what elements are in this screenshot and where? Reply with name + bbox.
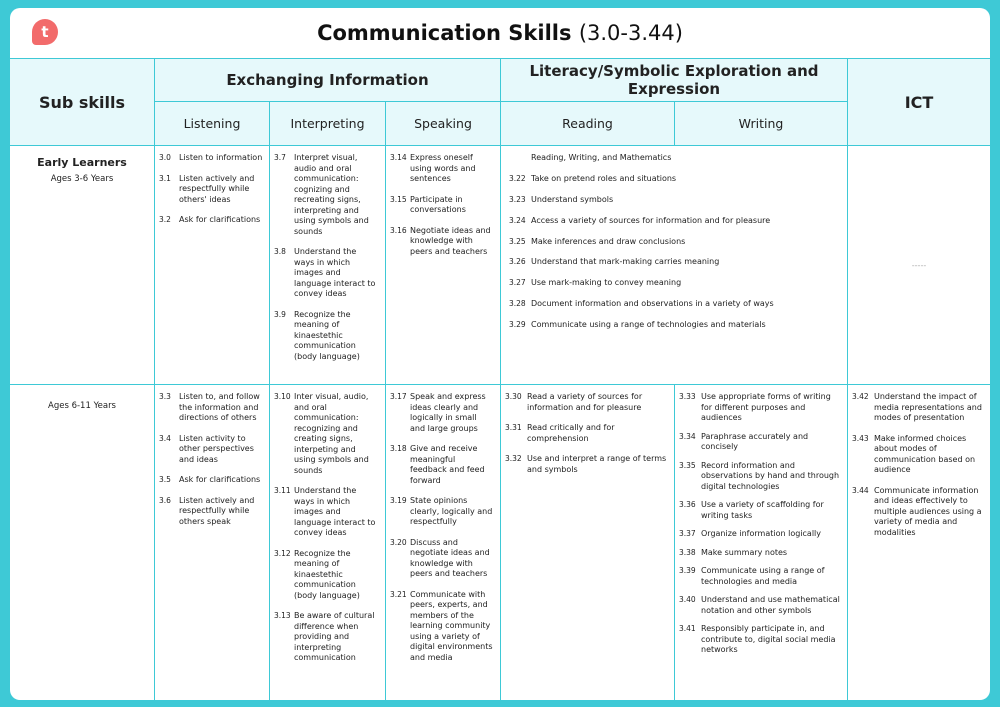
list-item — [390, 590, 494, 664]
item-number: 3.31 — [505, 423, 522, 432]
early-interpreting-cell — [270, 146, 386, 385]
item-text: Paraphrase accurately and concisely — [701, 431, 809, 451]
item-number: 3.27 — [509, 278, 526, 288]
item-number: 3.11 — [274, 486, 291, 495]
header-sub-skills: Sub skills — [10, 58, 155, 146]
item-number: 3.40 — [679, 595, 696, 604]
list-item — [509, 237, 841, 248]
item-text: Speak and express ideas clearly and logically in small and large groups — [410, 392, 486, 433]
item-text: Make inferences and draw conclusions — [531, 236, 686, 246]
list-item — [159, 174, 263, 206]
list-item — [274, 486, 379, 539]
item-text: Understand the impact of media representations and modes of presentation — [874, 392, 982, 422]
list-item — [390, 444, 494, 486]
header-exchanging-information: Exchanging Information — [155, 58, 501, 102]
header-writing: Writing — [675, 102, 848, 146]
item-text: Recognize the meaning of kinaestethic communication (body language) — [294, 548, 360, 600]
item-text: Listen to information — [179, 153, 263, 162]
item-text: Understand and use mathematical notation and other symbols — [701, 595, 840, 615]
older-interpreting-cell — [270, 385, 386, 700]
item-text: Access a variety of sources for information and for pleasure — [531, 215, 771, 225]
early-literacy-cell — [501, 146, 848, 385]
item-number: 3.12 — [274, 548, 291, 558]
item-text: Read a variety of sources for information and for pleasure — [527, 392, 643, 412]
item-number: 3.23 — [509, 194, 526, 204]
list-item — [679, 529, 841, 540]
item-text: Communicate with peers, experts, and members of the learning community using a variety of digital environments and media — [410, 589, 493, 662]
list-item — [159, 392, 263, 424]
item-number: 3.4 — [159, 433, 171, 443]
page-card — [10, 8, 990, 700]
list-item — [509, 174, 841, 185]
item-number: 3.24 — [509, 215, 526, 225]
item-text: Listen actively and respectfully while others' ideas — [179, 173, 255, 204]
item-text: Record information and observations by hand and through digital technologies — [701, 460, 840, 491]
item-text: Use and interpret a range of terms and symbols — [527, 454, 667, 474]
item-text: Inter visual, audio, and oral communication: recognizing and creating signs, interpeting and using symbols and sounds — [294, 392, 369, 475]
early-speaking-cell — [386, 146, 501, 385]
item-number: 3.10 — [274, 392, 291, 401]
list-item — [159, 475, 263, 486]
item-number: 3.21 — [390, 589, 407, 599]
item-text: Discuss and negotiate ideas and knowledge with peers and teachers — [410, 537, 490, 578]
item-number: 3.18 — [390, 444, 407, 453]
item-number: 3.36 — [679, 500, 696, 509]
list-item — [679, 432, 841, 453]
list-item — [274, 310, 379, 363]
row-ages: Ages 3-6 Years — [50, 174, 114, 184]
item-number: 3.28 — [509, 299, 526, 309]
title-text: Communication Skills — [317, 21, 572, 45]
list-item — [852, 434, 984, 476]
list-item — [509, 195, 841, 206]
item-text: Responsibly participate in, and contribute to, digital social media networks — [701, 624, 836, 654]
item-number: 3.42 — [852, 392, 869, 401]
list-item — [390, 153, 494, 185]
item-text: Ask for clarifications — [179, 475, 261, 484]
list-item — [159, 496, 263, 528]
older-writing-cell — [675, 385, 848, 700]
list-item — [509, 153, 841, 164]
logo-icon: t — [32, 19, 58, 45]
list-item — [679, 461, 841, 493]
list-item — [274, 611, 379, 664]
header-interpreting: Interpreting — [270, 102, 386, 146]
list-item — [509, 216, 841, 227]
item-text: Be aware of cultural difference when providing and interpreting communication — [294, 611, 375, 662]
header-listening: Listening — [155, 102, 270, 146]
list-item — [274, 153, 379, 237]
item-number: 3.43 — [852, 433, 869, 443]
title-range: (3.0-3.44) — [578, 21, 683, 45]
list-item — [509, 257, 841, 268]
item-number: 3.5 — [159, 475, 171, 484]
older-ict-cell — [848, 385, 990, 700]
row-title: Early Learners — [37, 156, 127, 169]
item-text: Express oneself using words and sentences — [410, 153, 476, 183]
item-text: Communicate information and ideas effectively to multiple audiences using a variety of media and modalities — [874, 485, 982, 537]
older-listening-cell — [155, 385, 270, 700]
item-text: Use a variety of scaffolding for writing tasks — [701, 500, 824, 520]
list-item — [390, 392, 494, 434]
list-item — [390, 195, 494, 216]
list-item — [505, 423, 668, 444]
row-label-ages-6-11 — [10, 385, 155, 700]
item-text: Recognize the meaning of kinaestethic communication (body language) — [294, 309, 360, 361]
list-item — [390, 538, 494, 580]
list-item — [274, 392, 379, 476]
item-text: Take on pretend roles and situations — [531, 173, 677, 183]
list-item — [679, 595, 841, 616]
item-text: Negotiate ideas and knowledge with peers and teachers — [410, 225, 491, 256]
item-number — [509, 153, 531, 164]
item-number: 3.41 — [679, 624, 696, 633]
list-item — [509, 278, 841, 289]
item-text: Ask for clarifications — [179, 215, 261, 224]
item-number: 3.22 — [509, 173, 526, 183]
item-number: 3.39 — [679, 566, 696, 575]
list-item — [852, 486, 984, 539]
list-item — [852, 392, 984, 424]
item-number: 3.35 — [679, 460, 696, 470]
list-item — [505, 454, 668, 475]
item-number: 3.9 — [274, 309, 286, 319]
item-number: 3.26 — [509, 257, 526, 267]
ict-placeholder: ----- — [911, 260, 927, 270]
item-text: Make summary notes — [701, 547, 788, 557]
item-number: 3.37 — [679, 529, 696, 538]
list-item — [390, 496, 494, 528]
row-ages: Ages 6-11 Years — [48, 401, 116, 411]
item-text: Give and receive meaningful feedback and feed forward — [410, 444, 485, 485]
item-number: 3.34 — [679, 431, 696, 441]
item-text: Use mark-making to convey meaning — [531, 278, 682, 288]
item-number: 3.30 — [505, 392, 522, 401]
list-item — [509, 320, 841, 331]
item-number: 3.19 — [390, 496, 407, 505]
skills-table — [10, 58, 990, 700]
item-number: 3.20 — [390, 537, 407, 547]
item-number: 3.33 — [679, 392, 696, 401]
list-item — [679, 500, 841, 521]
header-reading: Reading — [501, 102, 675, 146]
item-text: Listen to, and follow the information and directions of others — [179, 392, 260, 422]
item-number: 3.7 — [274, 153, 286, 162]
item-number: 3.13 — [274, 611, 291, 620]
list-item — [159, 215, 263, 226]
item-text: Read critically and for comprehension — [527, 423, 615, 443]
list-item — [679, 548, 841, 559]
list-item — [679, 566, 841, 587]
item-number: 3.38 — [679, 547, 696, 557]
item-number: 3.29 — [509, 320, 526, 330]
row-label-early-learners — [10, 146, 155, 385]
item-text: Document information and observations in a variety of ways — [531, 299, 774, 309]
header-ict: ICT — [848, 58, 990, 146]
item-number: 3.17 — [390, 392, 407, 401]
item-text: Interpret visual, audio and oral communication: cognizing and recreating signs, interpreting and using symbols and sounds — [294, 153, 369, 236]
list-item — [509, 299, 841, 310]
item-number: 3.8 — [274, 247, 286, 256]
item-number: 3.6 — [159, 495, 171, 505]
item-number: 3.2 — [159, 215, 171, 224]
list-item — [159, 434, 263, 466]
header-literacy: Literacy/Symbolic Exploration and Expression — [501, 58, 848, 102]
item-text: Organize information logically — [701, 529, 821, 538]
item-text: Communicate using a range of technologies and materials — [531, 320, 766, 330]
item-number: 3.15 — [390, 194, 407, 204]
item-number: 3.14 — [390, 153, 407, 162]
item-text: Make informed choices about modes of communication based on audience — [874, 433, 976, 474]
item-text: Understand the ways in which images and language interact to convey ideas — [294, 486, 376, 537]
list-item — [274, 549, 379, 602]
item-text: Listen actively and respectfully while others speak — [179, 495, 255, 526]
item-text: Communicate using a range of technologies and media — [701, 566, 825, 586]
item-number: 3.16 — [390, 225, 407, 235]
item-number: 3.3 — [159, 392, 171, 401]
page-header — [10, 8, 990, 58]
list-item — [505, 392, 668, 413]
item-text: Understand the ways in which images and language interact to convey ideas — [294, 247, 376, 298]
list-item — [159, 153, 263, 164]
list-item — [274, 247, 379, 300]
item-text: State opinions clearly, logically and respectfully — [410, 496, 493, 526]
item-number: 3.32 — [505, 454, 522, 463]
list-item — [679, 624, 841, 656]
item-text: Understand that mark-making carries meaning — [531, 257, 720, 267]
item-text: Use appropriate forms of writing for different purposes and audiences — [701, 392, 831, 422]
item-number: 3.44 — [852, 485, 869, 495]
older-reading-cell — [501, 385, 675, 700]
early-listening-cell — [155, 146, 270, 385]
item-text: Understand symbols — [531, 194, 614, 204]
older-speaking-cell — [386, 385, 501, 700]
item-text: Reading, Writing, and Mathematics — [531, 153, 672, 162]
item-number: 3.25 — [509, 236, 526, 246]
item-text: Listen activity to other perspectives and ideas — [179, 433, 254, 464]
item-text: Participate in conversations — [410, 194, 466, 214]
header-speaking: Speaking — [386, 102, 501, 146]
list-item — [390, 226, 494, 258]
list-item — [679, 392, 841, 424]
item-number: 3.0 — [159, 153, 171, 162]
page-title — [317, 21, 683, 45]
item-number: 3.1 — [159, 173, 171, 183]
early-ict-cell — [848, 146, 990, 385]
